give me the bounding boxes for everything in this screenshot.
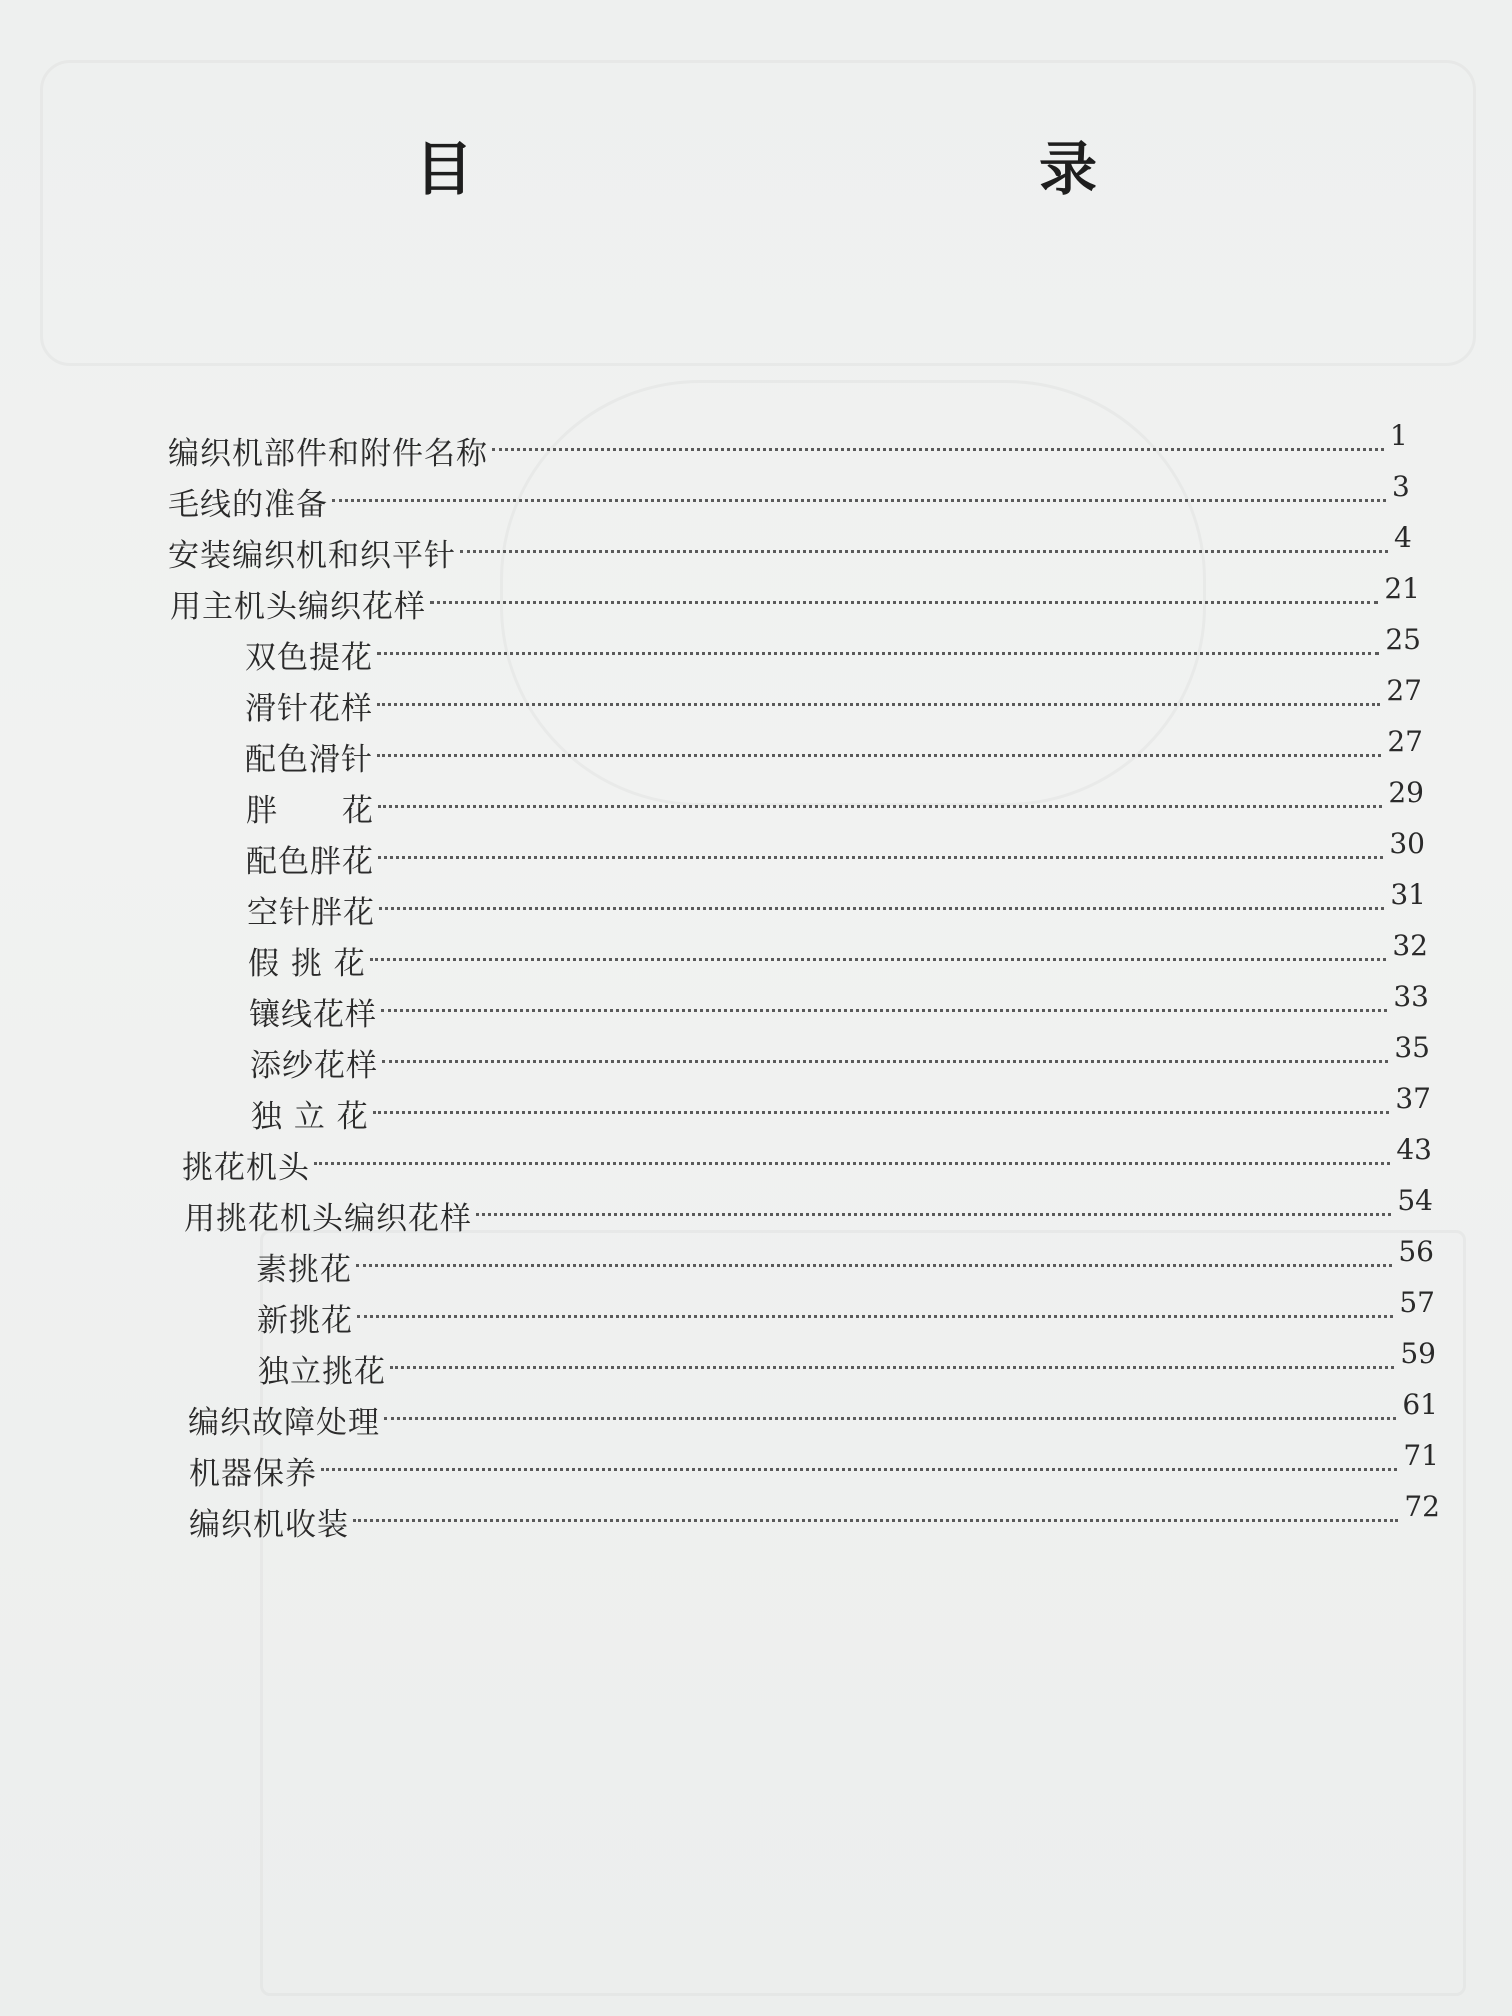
- dot-leader: [378, 855, 1383, 859]
- toc-entry: [250, 1031, 1430, 1086]
- toc-entry: [256, 1235, 1434, 1290]
- toc-entry: [245, 623, 1421, 678]
- dot-leader: [314, 1161, 1390, 1165]
- toc-entry: [257, 1286, 1435, 1341]
- toc-entry-page: 25: [1385, 623, 1421, 656]
- toc-entry-label: 配色滑针: [245, 742, 373, 778]
- toc-entry-label: 独 立 花: [251, 1099, 369, 1135]
- dot-leader: [373, 1110, 1390, 1114]
- toc-entry-page: 37: [1395, 1082, 1431, 1115]
- dot-leader: [390, 1365, 1394, 1369]
- toc-entry: [188, 1388, 1438, 1443]
- dot-leader: [370, 957, 1387, 961]
- toc-entry: [168, 521, 1420, 576]
- toc-entry-page: 59: [1400, 1337, 1436, 1370]
- toc-entry-page: 4: [1394, 521, 1412, 554]
- toc-entry: [247, 878, 1426, 933]
- toc-entry: [189, 1439, 1439, 1494]
- dot-leader: [377, 753, 1381, 757]
- toc-entry-label: 独立挑花: [258, 1354, 386, 1390]
- toc-entry-page: 3: [1392, 470, 1410, 503]
- toc-entry-label: 用挑花机头编织花样: [184, 1201, 472, 1237]
- toc-entry: [245, 674, 1422, 729]
- toc-entry-label: 机器保养: [189, 1456, 317, 1492]
- toc-entry: [258, 1337, 1436, 1392]
- toc-entry-page: 71: [1403, 1439, 1439, 1472]
- toc-entry-page: 43: [1396, 1133, 1432, 1166]
- dot-leader: [377, 702, 1380, 706]
- dot-leader: [382, 1059, 1388, 1063]
- toc-entry-label: 镶线花样: [249, 997, 377, 1033]
- toc-entry-page: 72: [1404, 1490, 1440, 1523]
- toc-entry: [249, 980, 1429, 1035]
- toc-entry-label: 挑花机头: [182, 1150, 310, 1186]
- toc-entry-page: 32: [1392, 929, 1428, 962]
- toc-entry-page: 56: [1398, 1235, 1434, 1268]
- toc-entry: [182, 1133, 1432, 1188]
- show-through-shape: [260, 1230, 1466, 1996]
- page-title: 目 录: [414, 135, 1247, 203]
- toc-entry-page: 57: [1399, 1286, 1435, 1319]
- toc-entry-page: 33: [1393, 980, 1429, 1013]
- dot-leader: [381, 1008, 1387, 1012]
- show-through-shape: [40, 60, 1476, 366]
- toc-entry-page: 54: [1397, 1184, 1433, 1217]
- dot-leader: [430, 600, 1378, 604]
- toc-entry-page: 1: [1390, 419, 1408, 452]
- toc-entry-label: 安装编织机和织平针: [168, 538, 456, 574]
- toc-entry: [245, 725, 1423, 780]
- toc-entry-label: 毛线的准备: [168, 487, 328, 523]
- dot-leader: [384, 1416, 1396, 1420]
- toc-entry: [251, 1082, 1431, 1137]
- toc-entry-label: 添纱花样: [250, 1048, 378, 1084]
- toc-entry-label: 双色提花: [245, 640, 373, 676]
- toc-entry-label: 空针胖花: [247, 895, 375, 931]
- toc-entry-label: 胖 花: [246, 793, 374, 829]
- toc-entry-label: 配色胖花: [246, 844, 374, 880]
- toc-entry: [168, 470, 1418, 525]
- dot-leader: [357, 1314, 1393, 1318]
- toc-entry-label: 素挑花: [256, 1252, 352, 1288]
- toc-entry-page: 35: [1394, 1031, 1430, 1064]
- toc-entry: [170, 572, 1420, 627]
- toc-entry-page: 29: [1388, 776, 1424, 809]
- dot-leader: [377, 651, 1379, 655]
- toc-entry-page: 27: [1387, 725, 1423, 758]
- toc-entry-page: 30: [1389, 827, 1425, 860]
- toc-entry-label: 假 挑 花: [248, 946, 366, 982]
- dot-leader: [332, 498, 1386, 502]
- toc-entry: [246, 827, 1425, 882]
- toc-entry-page: 27: [1386, 674, 1422, 707]
- dot-leader: [353, 1518, 1398, 1522]
- toc-entry: [246, 776, 1424, 831]
- toc-entry-page: 31: [1390, 878, 1426, 911]
- toc-entry-label: 编织机收装: [189, 1507, 349, 1543]
- toc-entry-label: 新挑花: [257, 1303, 353, 1339]
- dot-leader: [492, 447, 1384, 451]
- dot-leader: [379, 906, 1384, 910]
- toc-entry: [189, 1490, 1440, 1545]
- toc-entry: [248, 929, 1428, 984]
- dot-leader: [476, 1212, 1391, 1216]
- toc-entry: [184, 1184, 1433, 1239]
- dot-leader: [460, 549, 1388, 553]
- toc-entry-page: 61: [1402, 1388, 1438, 1421]
- toc-entry-label: 编织机部件和附件名称: [168, 436, 488, 472]
- toc-entry: [168, 419, 1416, 474]
- toc-entry-page: 21: [1384, 572, 1420, 605]
- toc-entry-label: 滑针花样: [245, 691, 373, 727]
- dot-leader: [378, 804, 1382, 808]
- dot-leader: [321, 1467, 1397, 1471]
- dot-leader: [356, 1263, 1392, 1267]
- toc-entry-label: 用主机头编织花样: [170, 589, 426, 625]
- toc-entry-label: 编织故障处理: [188, 1405, 380, 1441]
